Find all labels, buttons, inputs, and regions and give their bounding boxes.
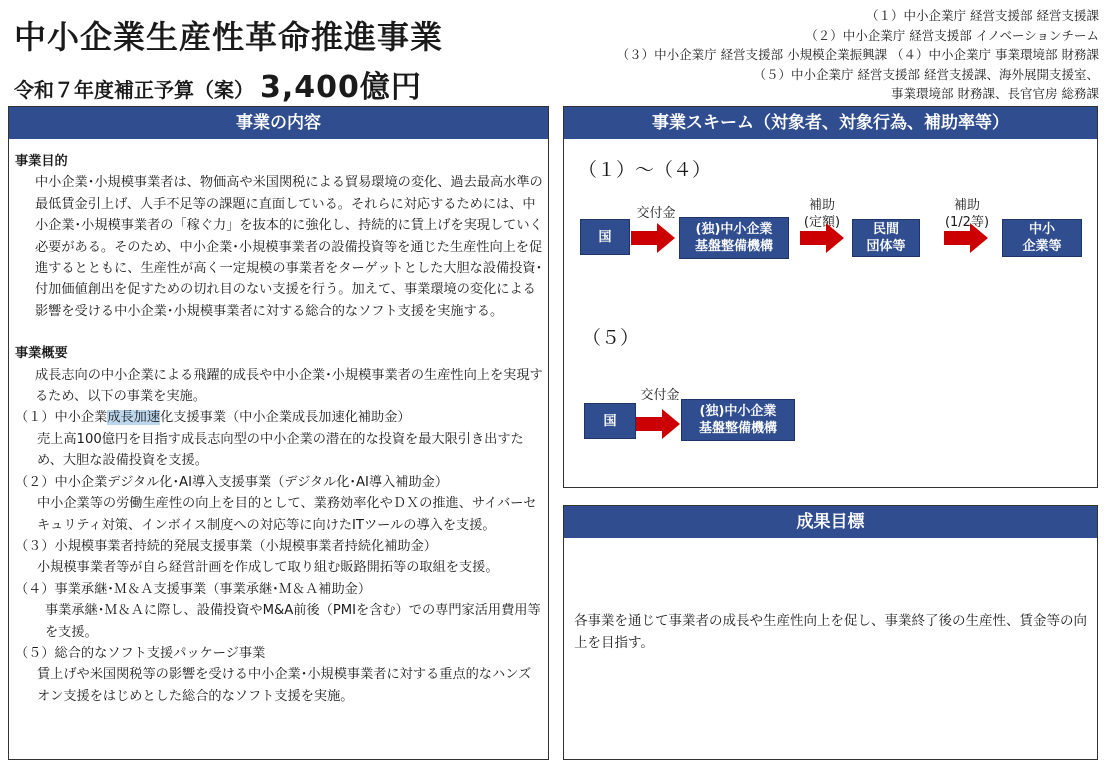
item5-title: （５）総合的なソフト支援パッケージ事業 — [15, 645, 266, 661]
label-grant: 交付金 — [636, 206, 676, 221]
department-line: （３）中小企業庁 経営支援部 小規模企業振興課 （４）中小企業庁 事業環境部 財務課 — [616, 47, 1099, 62]
purpose-text: 中小企業･小規模事業者は、物価高や米国関税による貿易環境の変化、過去最高水準の最低賃金引上げ、人手不足等の課題に直面している。それらに対応するためには、中小企業･小規模事業者の「稼ぐ力」を抜本的に強化し、持続的に賃上げを実現していく必要がある。そのため、中小企業･小規模事業者の設備投資等を通じた生産性向上を促進するとともに、生産性が高く一定規模の事業者をターゲットとした大胆な設備投資･付加価値創出を促すための切れ目のない支援を行う。加えて、事業環境の変化による影響を受ける中小企業･小規模事業者に対する総合的なソフト支援を実施する。 — [35, 175, 543, 319]
item4-desc: 事業承継･Ｍ＆Ａに際し、設備投資やM&A前後（PMIを含む）での専門家活用費用等を支援。 — [45, 603, 541, 640]
item3-desc: 小規模事業者等が自ら経営計画を作成して取り組む販路開拓等の取組を支援。 — [37, 560, 499, 576]
box-smrj: (独)中小企業 基盤整備機構 — [679, 217, 789, 259]
budget-line — [14, 62, 422, 106]
label-subsidy-fixed: 補助 (定額) — [803, 198, 841, 230]
label-subsidy-half: 補助 (1/2等) — [944, 198, 990, 230]
overview-heading: 事業概要 — [15, 346, 68, 362]
arrow-right-icon — [631, 222, 677, 254]
content-body — [15, 151, 544, 707]
arrow-right-icon — [800, 222, 846, 254]
arrow-right-icon — [636, 408, 682, 440]
department-line: 事業環境部 財務課、長官官房 総務課 — [891, 86, 1099, 101]
box-smrj: (独)中小企業 基盤整備機構 — [681, 399, 795, 441]
box-country: 国 — [580, 219, 630, 255]
goal-panel — [563, 505, 1098, 760]
case2-label: （５） — [582, 327, 640, 349]
box-sme: 中小 企業等 — [1002, 219, 1082, 257]
box-country: 国 — [584, 403, 636, 439]
budget-label: 令和７年度補正予算（案） — [14, 78, 254, 102]
item1-title-part: 化支援事業（中小企業成長加速化補助金） — [160, 410, 411, 426]
box-private-orgs: 民間 団体等 — [852, 219, 920, 257]
content-panel-title: 事業の内容 — [9, 107, 548, 139]
content-panel — [8, 106, 549, 760]
page-title: 中小企業生産性革命推進事業 — [14, 18, 444, 56]
item3-title: （３）小規模事業者持続的発展支援事業（小規模事業者持続化補助金） — [15, 538, 437, 554]
responsible-departments — [519, 6, 1099, 104]
arrow-right-icon — [944, 222, 990, 254]
case1-label: （１）～（４） — [578, 159, 712, 181]
item1-title — [15, 407, 544, 428]
department-line: （５）中小企業庁 経営支援部 経営支援課、海外展開支援室、 — [753, 66, 1099, 82]
goal-panel-title: 成果目標 — [564, 506, 1097, 538]
item1-desc: 売上高100億円を目指す成長志向型の中小企業の潜在的な投資を最大限引き出すため、大胆な設備投資を支援。 — [37, 431, 524, 469]
item1-title-part: （１）中小企業 — [15, 410, 108, 426]
department-line: （２）中小企業庁 経営支援部 イノベーションチーム — [805, 27, 1099, 43]
overview-intro: 成長志向の中小企業による飛躍的成長や中小企業･小規模事業者の生産性向上を実現するため、以下の事業を実施。 — [35, 367, 543, 405]
item5-desc: 賃上げや米国関税等の影響を受ける中小企業･小規模事業者に対する重点的なハンズオン支援をはじめとした総合的なソフト支援を実施。 — [37, 667, 532, 704]
budget-amount: 3,400億円 — [260, 70, 422, 105]
department-line: （１）中小企業庁 経営支援部 経営支援課 — [866, 8, 1099, 23]
label-grant: 交付金 — [640, 388, 680, 403]
item4-title: （４）事業承継･Ｍ＆Ａ支援事業（事業承継･Ｍ＆Ａ補助金） — [15, 581, 372, 597]
highlighted-text: 成長加速 — [107, 410, 161, 426]
goal-text: 各事業を通じて事業者の成長や生産性向上を促し、事業終了後の生産性、賃金等の向上を目指す。 — [574, 613, 1087, 651]
scheme-panel — [563, 106, 1098, 488]
item2-desc: 中小企業等の労働生産性の向上を目的として、業務効率化やＤＸの推進、サイバーセキュリティ対策、インボイス制度への対応等に向けたITツールの導入を支援。 — [37, 496, 537, 533]
scheme-panel-title: 事業スキーム（対象者、対象行為、補助率等） — [564, 107, 1097, 139]
purpose-heading: 事業目的 — [15, 154, 68, 169]
item2-title: （２）中小企業デジタル化･AI導入支援事業（デジタル化･AI導入補助金） — [15, 474, 449, 490]
